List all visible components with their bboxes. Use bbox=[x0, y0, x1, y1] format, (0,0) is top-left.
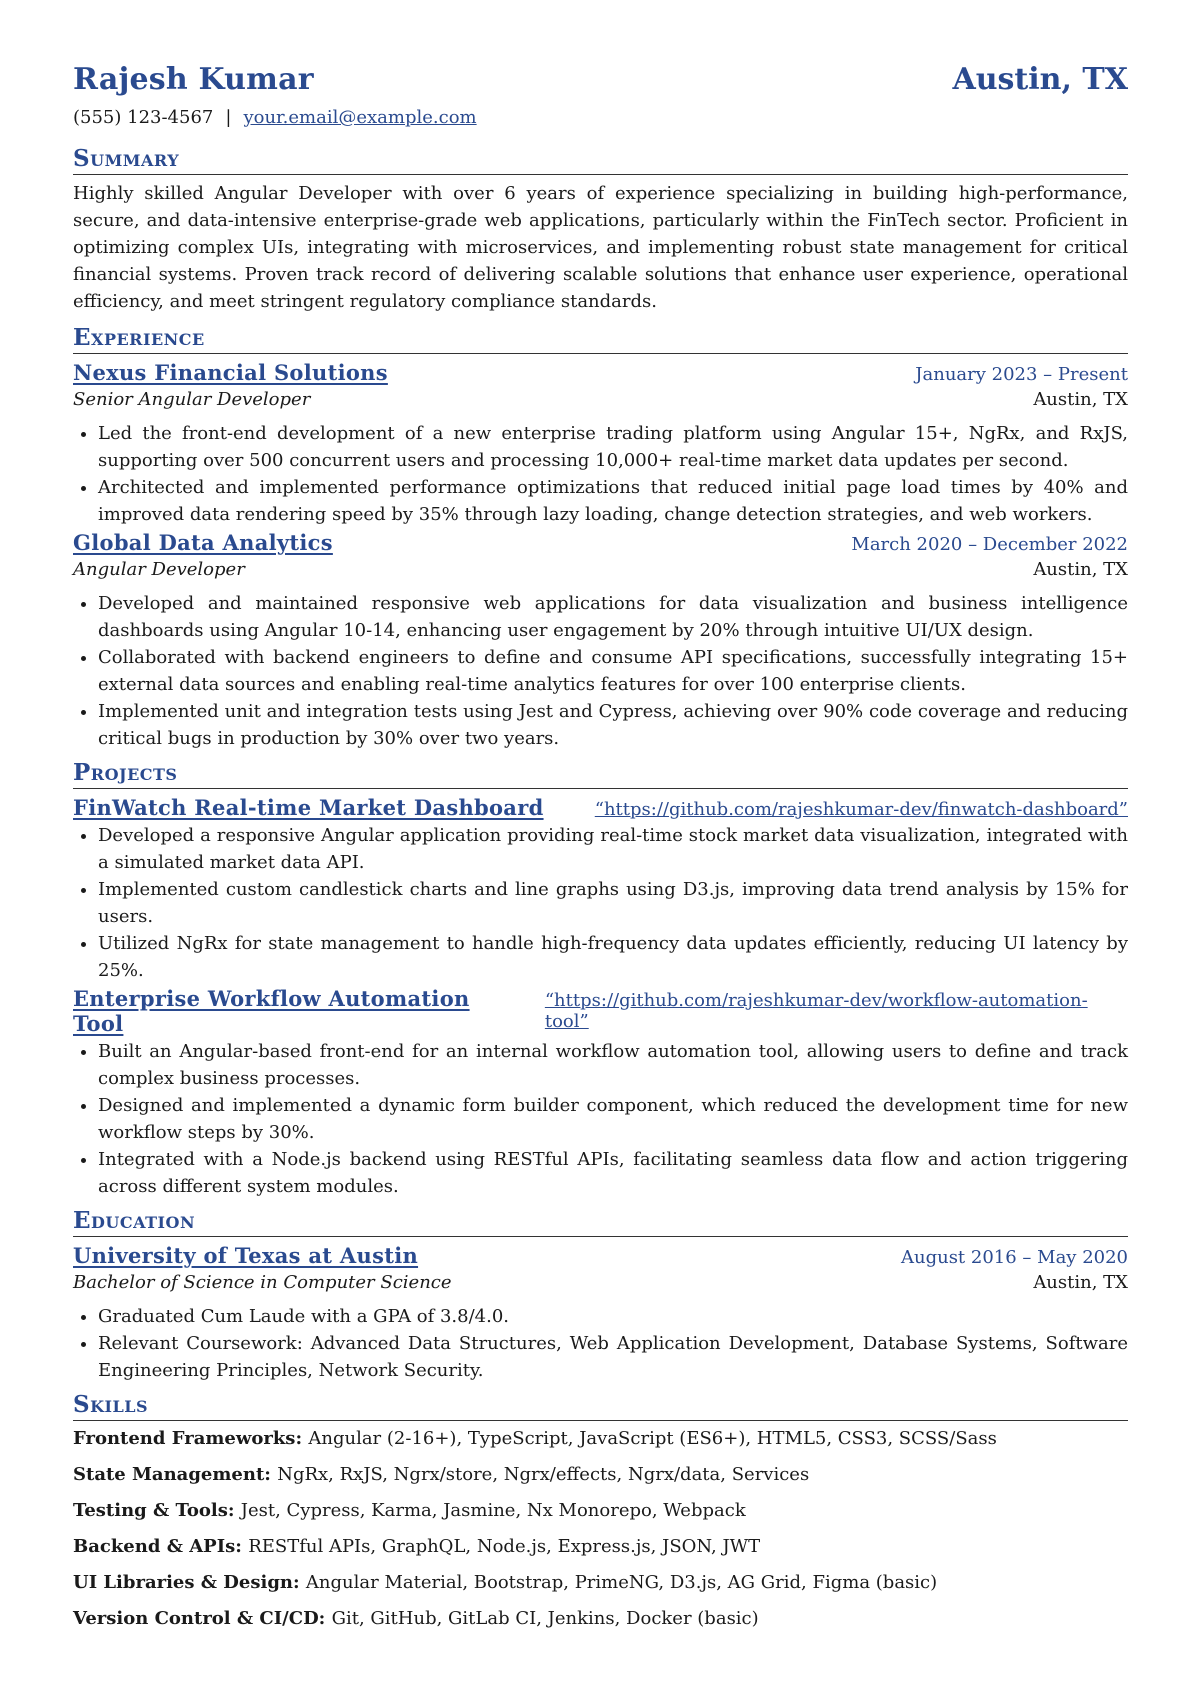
job-bullets bbox=[73, 590, 1128, 752]
skill-row bbox=[73, 1535, 1128, 1559]
skill-value: Git, GitHub, GitLab CI, Jenkins, Docker (basic) bbox=[331, 1608, 759, 1629]
job-role: Angular Developer bbox=[73, 559, 245, 580]
project-link[interactable]: “https://github.com/rajeshkumar-dev/workflow-automation-tool” bbox=[544, 990, 1088, 1032]
bullet-item: • Designed and implemented a dynamic form builder component, which reduced the development time for new workflow steps by 30%. bbox=[98, 1092, 1128, 1146]
skill-label: State Management: bbox=[73, 1464, 278, 1485]
bullet-item: • Architected and implemented performance optimizations that reduced initial page load times by 40% and improved data rendering speed by 35% through lazy loading, change detection strategies, and web workers. bbox=[98, 474, 1128, 528]
skills-list bbox=[73, 1427, 1128, 1631]
section-title-experience: Experience bbox=[73, 323, 1128, 354]
skill-row bbox=[73, 1571, 1128, 1595]
skill-row bbox=[73, 1463, 1128, 1487]
bullet-item: • Led the front-end development of a new enterprise trading platform using Angular 15+, NgRx, and RxJS, supporting over 500 concurrent users and processing 10,000+ real-time market data updates per second. bbox=[98, 420, 1128, 474]
bullet-item: • Implemented unit and integration tests using Jest and Cypress, achieving over 90% code coverage and reducing critical bugs in production by 30% over two years. bbox=[98, 698, 1128, 752]
bullet-item: • Developed and maintained responsive web applications for data visualization and business intelligence dashboards using Angular 10-14, enhancing user engagement by 20% through intuitive UI/UX design. bbox=[98, 590, 1128, 644]
education-entry bbox=[73, 1243, 1128, 1384]
bullet-item: • Developed a responsive Angular application providing real-time stock market data visualization, integrated with a simulated market data API. bbox=[98, 822, 1128, 876]
school-name[interactable]: University of Texas at Austin bbox=[73, 1243, 419, 1268]
skill-row bbox=[73, 1499, 1128, 1523]
skill-row bbox=[73, 1427, 1128, 1451]
skill-value: RESTful APIs, GraphQL, Node.js, Express.js, JSON, JWT bbox=[248, 1536, 761, 1557]
project-bullets bbox=[73, 822, 1128, 984]
job-location: Austin, TX bbox=[1033, 389, 1128, 410]
education-bullets bbox=[73, 1303, 1128, 1384]
job-bullets bbox=[73, 420, 1128, 528]
skill-label: UI Libraries & Design: bbox=[73, 1572, 306, 1593]
bullet-item: • Built an Angular-based front-end for an internal workflow automation tool, allowing users to define and track complex business processes. bbox=[98, 1038, 1128, 1092]
skill-value: Angular Material, Bootstrap, PrimeNG, D3.js, AG Grid, Figma (basic) bbox=[305, 1572, 938, 1593]
bullet-item: • Collaborated with backend engineers to define and consume API specifications, successfully integrating 15+ external data sources and enabling real-time analytics features for over 100 enterprise clients. bbox=[98, 644, 1128, 698]
bullet-item: • Implemented custom candlestick charts and line graphs using D3.js, improving data trend analysis by 15% for users. bbox=[98, 876, 1128, 930]
experience-entry bbox=[73, 360, 1128, 528]
header bbox=[73, 62, 1128, 97]
job-role: Senior Angular Developer bbox=[73, 389, 311, 410]
bullet-item: • Graduated Cum Laude with a GPA of 3.8/4.0. bbox=[98, 1303, 1128, 1330]
company-name[interactable]: Nexus Financial Solutions bbox=[73, 360, 388, 385]
skill-value: Jest, Cypress, Karma, Jasmine, Nx Monorepo, Webpack bbox=[240, 1500, 746, 1521]
section-title-projects: Projects bbox=[73, 758, 1128, 789]
project-entry bbox=[73, 795, 1128, 984]
resume-page bbox=[73, 62, 1128, 1631]
skill-row bbox=[73, 1607, 1128, 1631]
skill-label: Version Control & CI/CD: bbox=[73, 1608, 332, 1629]
job-location: Austin, TX bbox=[1033, 559, 1128, 580]
job-dates: March 2020 – December 2022 bbox=[851, 534, 1128, 555]
section-title-skills: Skills bbox=[73, 1390, 1128, 1421]
experience-entry bbox=[73, 530, 1128, 752]
project-entry bbox=[73, 986, 1128, 1200]
summary-text: Highly skilled Angular Developer with over 6 years of experience specializing in building high-performance, secure, and data-intensive enterprise-grade web applications, particularly within the FinTech sector. Proficient in optimizing complex UIs, integrating with microservices, and implementing robust state management for critical financial systems. Proven track record of delivering scalable solutions that enhance user experience, operational efficiency, and meet stringent regulatory compliance standards. bbox=[73, 183, 1128, 312]
degree: Bachelor of Science in Computer Science bbox=[73, 1272, 452, 1293]
skill-value: Angular (2-16+), TypeScript, JavaScript (ES6+), HTML5, CSS3, SCSS/Sass bbox=[308, 1428, 997, 1449]
project-name[interactable]: Enterprise Workflow Automation Tool bbox=[73, 986, 470, 1036]
bullet-item: • Utilized NgRx for state management to handle high-frequency data updates efficiently, reducing UI latency by 25%. bbox=[98, 930, 1128, 984]
bullet-item: • Relevant Coursework: Advanced Data Structures, Web Application Development, Database Systems, Software Engineering Principles, Network Security. bbox=[98, 1330, 1128, 1384]
phone-number: (555) 123-4567 bbox=[73, 107, 214, 128]
company-name[interactable]: Global Data Analytics bbox=[73, 530, 333, 555]
section-title-summary: Summary bbox=[73, 144, 1128, 175]
project-bullets bbox=[73, 1038, 1128, 1200]
education-location: Austin, TX bbox=[1033, 1272, 1128, 1293]
project-link[interactable]: “https://github.com/rajeshkumar-dev/finwatch-dashboard” bbox=[594, 799, 1128, 820]
section-title-education: Education bbox=[73, 1206, 1128, 1237]
candidate-name: Rajesh Kumar bbox=[73, 62, 314, 97]
job-dates: January 2023 – Present bbox=[915, 364, 1128, 385]
contact-separator: | bbox=[225, 107, 232, 128]
header-location: Austin, TX bbox=[952, 62, 1128, 97]
bullet-item: • Integrated with a Node.js backend using RESTful APIs, facilitating seamless data flow and action triggering across different system modules. bbox=[98, 1146, 1128, 1200]
skill-label: Testing & Tools: bbox=[73, 1500, 241, 1521]
skill-label: Frontend Frameworks: bbox=[73, 1428, 309, 1449]
education-dates: August 2016 – May 2020 bbox=[900, 1247, 1128, 1268]
email-link[interactable]: your.email@example.com bbox=[243, 107, 477, 128]
project-name[interactable]: FinWatch Real-time Market Dashboard bbox=[73, 795, 544, 820]
skill-value: NgRx, RxJS, Ngrx/store, Ngrx/effects, Ngrx/data, Services bbox=[277, 1464, 810, 1485]
skill-label: Backend & APIs: bbox=[73, 1536, 249, 1557]
contact-line bbox=[73, 107, 1128, 128]
